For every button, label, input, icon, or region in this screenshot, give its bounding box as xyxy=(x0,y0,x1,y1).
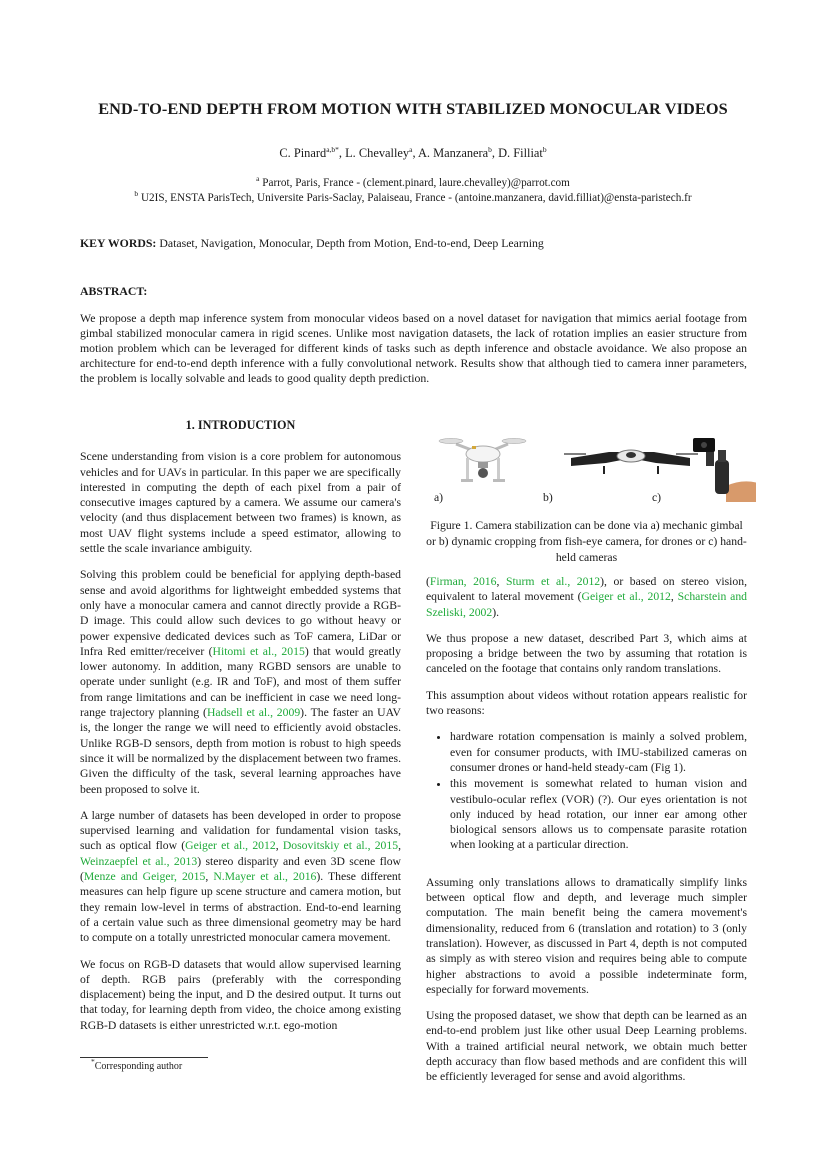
figure-label-a: a) xyxy=(434,491,444,504)
abstract-heading: ABSTRACT: xyxy=(80,284,148,298)
fisheye-drone-image xyxy=(564,450,698,474)
left-column xyxy=(80,418,401,1044)
paragraph: Using the proposed dataset, we show that depth can be learned as an end-to-end problem just like other usual Deep Learning problems. With a trained artificial neural network, we obtain much better depth accuracy than flow based methods and are confident this will be efficiently leveraged for sense and avoid algorithms. xyxy=(426,1009,747,1084)
citation-link[interactable]: Weinzaepfel et al., 2013 xyxy=(80,854,198,868)
figure-1-images xyxy=(426,430,756,510)
citation-link[interactable]: Hadsell et al., 2009 xyxy=(206,706,301,720)
author-affiliation-mark: a,b xyxy=(326,145,336,154)
citation-link[interactable]: Menze and Geiger, 2015 xyxy=(83,870,206,884)
reasons-list xyxy=(426,729,747,852)
paragraph: We focus on RGB-D datasets that would allow supervised learning of depth. RGB pairs (preferably with the corresponding displacement) being the input, and D the desired output. It turns out that today, for learning depth from video, the choice among existing RGB-D datasets is either unrestricted w.r.t. ego-motion xyxy=(80,957,401,1032)
author-affiliation-mark: b xyxy=(542,145,547,154)
handheld-gimbal-image xyxy=(693,438,756,502)
list-item: • hardware rotation compensation is mainly a solved problem, even for consumer products, with IMU-stabilized cameras on consumer drones or hand-held steady-cam (Fig 1). xyxy=(450,729,747,775)
paragraph: We thus propose a new dataset, described Part 3, which aims at proposing a bridge between the two by assuming that rotation is canceled on the footage that contains only random translations. xyxy=(426,631,747,676)
gimbal-drone-image xyxy=(439,439,526,483)
keywords-label: KEY WORDS: xyxy=(80,236,157,250)
paragraph: Solving this problem could be beneficial for applying depth-based sense and avoid algorithms for lightweight embedded systems that only have a monocular camera and cannot directly provide a RGB-D image. This could allow such devices to go without heavy or power expensive dedicated devices such as ToF camera, LiDar or Infra Red emitter/receiver (Hitomi et al., 2015) that would greatly lower autonomy. In addition, many RGBD sensors are unable to operate under sunlight (e.g. IR and ToF), and most of them suffer from range limitations and can be inefficient in case we need long-range trajectory planning (Hadsell et al., 2009). The faster an UAV is, the longer the range we will need to efficiently avoid obstacles. Unlike RGB-D sensors, depth from motion is robust to high speeds since it will be normalized by the displacement between two frames. Given the difficulty of the task, several learning approaches have been proposed to solve it. xyxy=(80,568,401,796)
figure-label-c: c) xyxy=(652,491,662,504)
section-heading-introduction: 1. INTRODUCTION xyxy=(185,418,296,432)
affiliation-a: $^a$ Parrot, Paris, France - (clement.pinard, laure.chevalley)@parrot.com xyxy=(256,174,570,189)
citation-link[interactable]: Geiger et al., 2012 xyxy=(185,839,276,853)
author-affiliation-mark: b xyxy=(488,145,492,154)
paragraph: Assuming only translations allows to dramatically simplify links between optical flow and depth, and leverage much simpler computation. The main benefit being the camera movement's dimensionality, reduced from 6 (translation and rotation) to 3 (only translation). However, as discussed in Part 4, depth is not computed as simply as with stereo vision and requires being able to compute higher abstractions to avoid a possible indeterminate form, especially for forward movements. xyxy=(426,875,747,996)
paragraph: Scene understanding from vision is a core problem for autonomous vehicles and for UAVs in particular. In this paper we are specifically interested in computing the depth of each pixel from a pair of consecutive images captured by a camera. We assume our camera's velocity (and thus displacement between two frames) is known, as most UAV flight systems include a speed estimator, allowing to settle the scale invariance ambiguity. xyxy=(80,450,401,556)
corresponding-mark: * xyxy=(335,145,339,154)
right-column xyxy=(426,430,747,1096)
paper-title: END-TO-END DEPTH FROM MOTION WITH STABILIZED MONOCULAR VIDEOS xyxy=(98,99,728,118)
citation-link[interactable]: Firman, 2016 xyxy=(429,575,497,588)
citation-link[interactable]: N.Mayer et al., 2016 xyxy=(213,870,317,884)
paragraph: (Firman, 2016, Sturm et al., 2012), or based on stereo vision, equivalent to lateral movement (Geiger et al., 2012, Scharstein and Szeliski, 2002). xyxy=(426,575,748,619)
author-affiliation-mark: a xyxy=(409,145,413,154)
abstract-text: We propose a depth map inference system from monocular videos based on a novel dataset for navigation that mimics aerial footage from gimbal stabilized monocular camera in rigid scenes. Unlike most navigation datasets, the lack of rotation implies an easier structure from motion problem which can be leveraged for different kinds of tasks such as depth inference and obstacle avoidance. We also propose an architecture for end-to-end depth inference with a fully convolutional network. Results show that although tied to camera inner parameters, the problem is locally solvable and leads to good quality depth prediction. xyxy=(80,311,747,385)
keywords-text: Dataset, Navigation, Monocular, Depth from Motion, End-to-end, Deep Learning xyxy=(159,236,544,250)
author-name: L. Chevalley xyxy=(345,146,410,160)
citation-link[interactable]: Dosovitskiy et al., 2015 xyxy=(282,839,399,853)
citation-link[interactable]: Hitomi et al., 2015 xyxy=(212,644,305,658)
paragraph: A large number of datasets has been developed in order to propose supervised learning and validation for fundamental vision tasks, such as optical flow (Geiger et al., 2012, Dosovitskiy et al., 2015, Weinzaepfel et al., 2013) stereo disparity and even 3D scene flow (Menze and Geiger, 2015, N.Mayer et al., 2016). These different measures can help figure up scene structure and camera motion, but they remain low-level in terms of abstraction. End-to-end learning of a certain value such as three dimensional geometry may be hard to compute on a totally unrestricted monocular camera movement. xyxy=(80,808,402,945)
citation-link[interactable]: Scharstein and Szeliski, 2002 xyxy=(426,590,748,619)
author-list: C. Pinard$^{a,b*}$, L. Chevalley$^a$, A. Manzanera$^b$, D. Filliat$^b$ xyxy=(279,145,547,160)
list-item: • this movement is somewhat related to human vision and vestibulo-ocular reflex (VOR) (?). Our eyes orientation is not only induced by head rotation, our inner ear among other biological sensors allows us to compensate parasite rotation when looking at a particular direction. xyxy=(450,776,747,852)
affiliation-b: $^b$ U2IS, ENSTA ParisTech, Universite Paris-Saclay, Palaiseau, France - (antoine.manzanera, david.filliat)@ensta-paristech.fr xyxy=(134,189,692,204)
author-name: C. Pinard xyxy=(279,146,327,160)
author-name: A. Manzanera xyxy=(417,146,489,160)
figure-caption: Figure 1. Camera stabilization can be done via a) mechanic gimbal or b) dynamic cropping from fish-eye camera, for drones or c) hand-held cameras xyxy=(426,519,747,564)
paragraph: This assumption about videos without rotation appears realistic for two reasons: xyxy=(426,688,747,718)
footnote-divider xyxy=(80,1057,208,1058)
citation-link[interactable]: Sturm et al., 2012 xyxy=(505,575,601,588)
citation-link[interactable]: Geiger et al., 2012 xyxy=(581,590,671,604)
footnote: *Corresponding author xyxy=(91,1057,183,1072)
keywords-line xyxy=(80,236,750,251)
author-name: D. Filliat xyxy=(498,146,543,160)
figure-1 xyxy=(426,430,747,574)
figure-label-b: b) xyxy=(543,491,553,504)
